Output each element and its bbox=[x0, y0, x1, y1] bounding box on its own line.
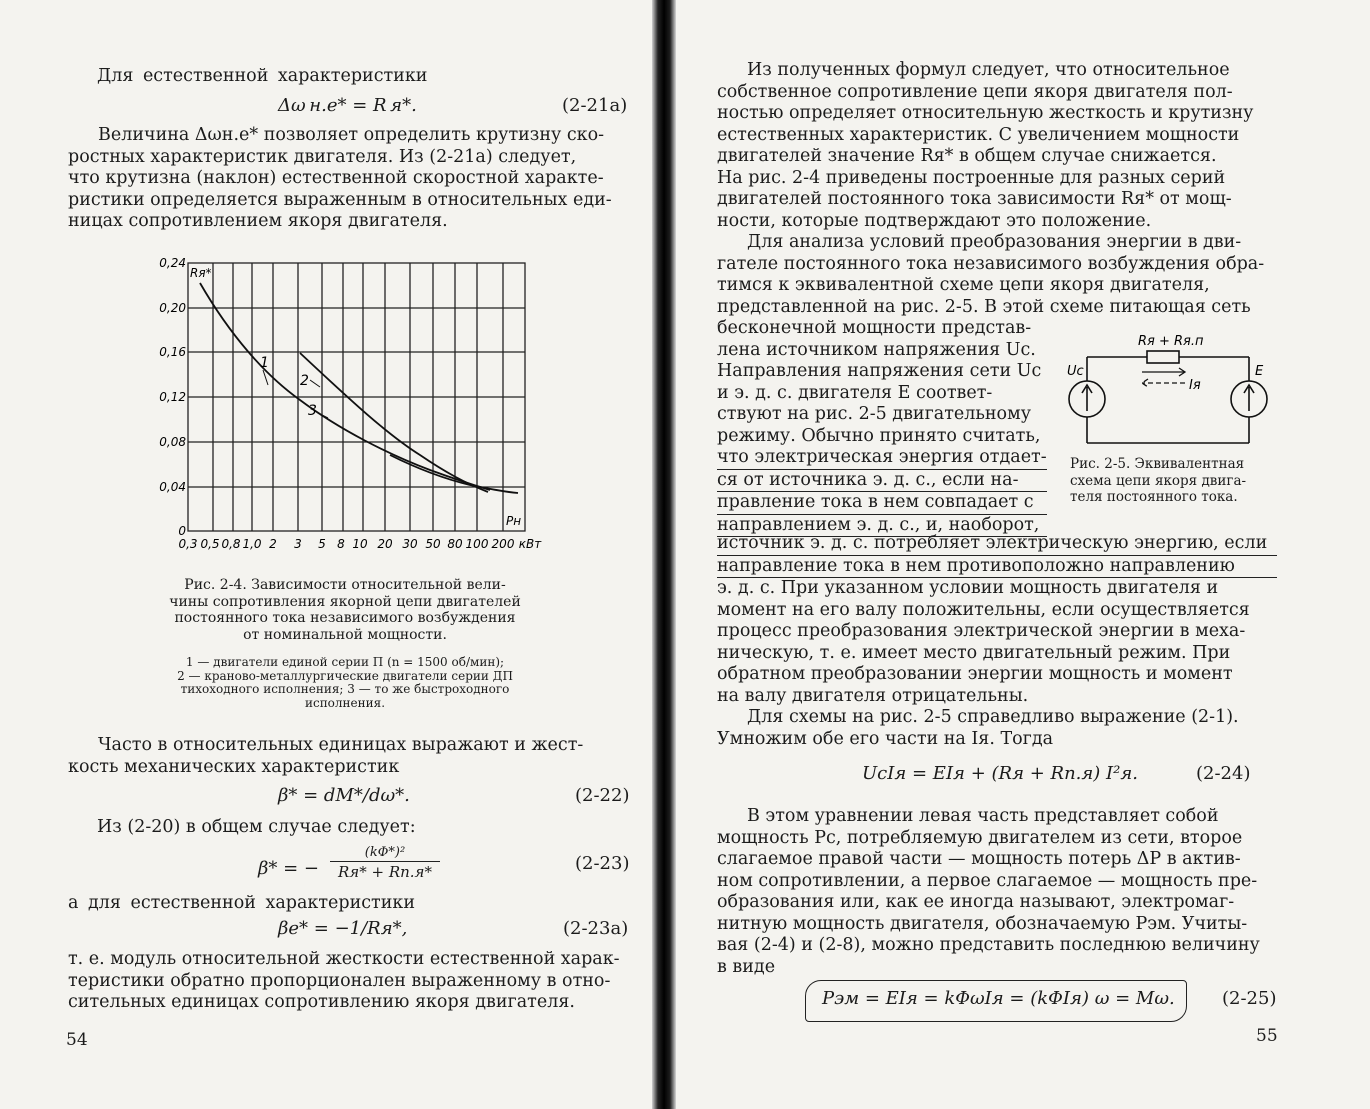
y-tick: 0,12 bbox=[159, 390, 186, 404]
x-tick: 5 bbox=[318, 537, 326, 551]
text-line: кость механических характеристик bbox=[68, 756, 400, 777]
y-tick: 0 bbox=[178, 524, 186, 538]
y-tick: 0,20 bbox=[159, 301, 186, 315]
legend-line: 2 — крановo-металлургические двигатели серии ДП bbox=[177, 668, 513, 683]
text-line: т. е. модуль относительной жесткости естественной харак- bbox=[68, 949, 620, 969]
curve-label-2: 2 bbox=[300, 373, 309, 389]
formula-2-24: UсIя = EIя + (Rя + Rп.я) I²я. bbox=[862, 763, 1139, 784]
text-line: Умножим обе его части на Iя. Тогда bbox=[717, 728, 1054, 749]
text-line: Для схемы на рис. 2-5 справедливо выражение (2-1). bbox=[747, 707, 1239, 727]
text-line: ном сопротивлении, а первое слагаемое — мощность пре- bbox=[717, 870, 1258, 891]
right-paragraph-3 bbox=[717, 707, 1277, 750]
x-tick: 3 bbox=[294, 537, 302, 551]
text-line: ности, которые подтверждают это положение. bbox=[717, 210, 1152, 231]
text-line: тимся к эквивалентной схеме цепи якоря двигателя, bbox=[717, 275, 1210, 295]
current-arrow-left-icon bbox=[1142, 379, 1185, 387]
formula-2-23-fraction bbox=[330, 845, 440, 881]
equation-number-2-23: (2-23) bbox=[575, 853, 630, 874]
underlined-text-line: ся от источника э. д. с., если на- bbox=[717, 470, 1047, 493]
figure-2-4-legend bbox=[150, 656, 540, 710]
x-tick: 50 bbox=[425, 537, 441, 551]
circuit-wires bbox=[1087, 357, 1249, 443]
text-line: э. д. с. При указанном условии мощность двигателя и bbox=[717, 578, 1219, 598]
current-label: Iя bbox=[1189, 378, 1201, 393]
text-line: ницах сопротивлением якоря двигателя. bbox=[68, 211, 448, 231]
paragraph-3 bbox=[68, 949, 626, 1014]
legend-line: тихоходного исполнения; 3 — то же быстроходного bbox=[180, 682, 510, 696]
paragraph-2 bbox=[68, 735, 626, 778]
underlined-text-line: направлением э. д. с., и, наоборот, bbox=[717, 515, 1047, 538]
formula-2-21a: Δω н.е* = R я*. bbox=[278, 95, 417, 116]
text-line: и э. д. с. двигателя E соответ- bbox=[717, 382, 993, 403]
x-tick: 100 bbox=[465, 537, 489, 551]
x-tick-labels bbox=[178, 537, 542, 551]
equation-number-2-22: (2-22) bbox=[575, 785, 630, 806]
text-line: обратном преобразовании энергии мощность и момент bbox=[717, 664, 1233, 684]
legend-line: исполнения. bbox=[304, 695, 386, 710]
left-page bbox=[0, 0, 655, 1109]
text-line: Величина Δωн.е* позволяет определить крутизну ско- bbox=[98, 125, 605, 145]
fraction-denominator: Rя* + Rп.я* bbox=[338, 863, 432, 881]
equation-number-2-25: (2-25) bbox=[1222, 988, 1277, 1009]
text-line: бесконечной мощности представ- bbox=[717, 318, 1032, 338]
text-line: сительных единицах сопротивлению якоря двигателя. bbox=[68, 992, 575, 1012]
intro-line: Для естественной характеристики bbox=[97, 66, 428, 86]
text-line: в виде bbox=[717, 956, 776, 977]
text-line: двигателей постоянного тока зависимости Rя* от мощ- bbox=[717, 189, 1232, 209]
source-label-e: E bbox=[1255, 364, 1264, 379]
fraction-numerator: (kΦ*)² bbox=[330, 845, 440, 862]
y-tick: 0,08 bbox=[159, 435, 186, 449]
caption-line: Рис. 2-5. Эквивалентная bbox=[1070, 456, 1245, 472]
legend-line: 1 — двигатели единой серии П (n = 1500 об/мин); bbox=[185, 655, 505, 669]
right-paragraph-4 bbox=[717, 806, 1277, 978]
text-line: представленной на рис. 2-5. В этой схеме питающая сеть bbox=[717, 296, 1251, 317]
paragraph-1 bbox=[68, 125, 626, 233]
text-line: ностью определяет относительную жесткость и крутизну bbox=[717, 103, 1254, 123]
text-line: естественных характеристик. С увеличением мощности bbox=[717, 124, 1240, 145]
right-paragraph-1 bbox=[717, 60, 1277, 232]
caption-line: Рис. 2-4. Зависимости относительной вели- bbox=[184, 577, 506, 593]
formula-2-25: Pэм = EIя = kΦωIя = (kΦIя) ω = Mω. bbox=[822, 988, 1175, 1009]
text-line: собственное сопротивление цепи якоря двигателя пол- bbox=[717, 81, 1233, 102]
label-leader-3 bbox=[318, 413, 328, 418]
y-tick: 0,16 bbox=[159, 345, 186, 359]
page-number-left: 54 bbox=[66, 1030, 88, 1050]
text-line: образования или, как ее иногда называют, электромаг- bbox=[717, 892, 1235, 912]
underlined-text-line: источник э. д. с. потребляет электрическую энергию, если bbox=[717, 533, 1277, 556]
x-tick: 8 bbox=[337, 537, 345, 551]
right-paragraph-2-tail bbox=[717, 533, 1277, 707]
equation-number-2-21a: (2-21a) bbox=[562, 95, 628, 116]
formula-2-22: β* = dM*/dω*. bbox=[278, 785, 410, 806]
text-line: На рис. 2-4 приведены построенные для разных серий bbox=[717, 167, 1226, 188]
caption-line: от номинальной мощности. bbox=[243, 626, 447, 643]
text-line: двигателей значение Rя* в общем случае снижается. bbox=[717, 146, 1217, 166]
curve-label-1: 1 bbox=[260, 355, 269, 371]
y-tick: 0,04 bbox=[159, 480, 186, 494]
source-arrow-up-icon bbox=[1244, 385, 1254, 411]
label-leader-2 bbox=[310, 380, 320, 387]
text-line: ростных характеристик двигателя. Из (2-21а) следует, bbox=[68, 146, 577, 167]
text-line: ническую, т. е. имеет место двигательный режим. При bbox=[717, 642, 1231, 663]
curve-1 bbox=[200, 283, 490, 490]
x-tick: 20 bbox=[377, 537, 393, 551]
text-line: ристики определяется выраженным в относительных еди- bbox=[68, 189, 612, 210]
x-tick: 2 bbox=[269, 537, 277, 551]
right-paragraph-2-narrow bbox=[717, 318, 1047, 537]
text-line: Для анализа условий преобразования энергии в дви- bbox=[747, 232, 1242, 252]
text-line: лена источником напряжения Uс. bbox=[717, 339, 1036, 360]
curve-2 bbox=[300, 353, 488, 492]
text-line: момент на его валу положительны, если осуществляется bbox=[717, 599, 1250, 620]
figure-2-5-caption bbox=[1070, 456, 1280, 506]
equation-number-2-23a: (2-23а) bbox=[563, 918, 629, 939]
x-axis-label: Pн bbox=[506, 514, 522, 528]
x-tick-unit: кВт bbox=[518, 537, 542, 551]
text-line: мощность Pс, потребляемую двигателем из сети, второе bbox=[717, 827, 1243, 848]
text-line: Часто в относительных единицах выражают и жест- bbox=[98, 735, 584, 755]
figure-2-4-caption bbox=[150, 577, 540, 643]
caption-line: чины сопротивления якорной цепи двигателей bbox=[169, 593, 521, 610]
graph-grid bbox=[188, 263, 525, 531]
text-line: нитную мощность двигателя, обозначаемую Pэм. Учиты- bbox=[717, 913, 1248, 934]
underlined-text-line: направление тока в нем противоположно направлению bbox=[717, 556, 1277, 579]
source-label-uc: Uc bbox=[1067, 364, 1084, 379]
text-line: слагаемое правой части — мощность потерь ΔP в актив- bbox=[717, 849, 1241, 869]
line-natural-characteristic: а для естественной характеристики bbox=[68, 893, 415, 913]
figure-2-4-graph bbox=[159, 255, 545, 555]
curve-label-3: 3 bbox=[308, 403, 317, 419]
text-line: Направления напряжения сети Uс bbox=[717, 361, 1042, 381]
y-axis-label: Rя* bbox=[190, 266, 212, 280]
x-tick: 1,0 bbox=[242, 537, 262, 551]
right-paragraph-2-full bbox=[717, 232, 1277, 318]
line-from-2-20: Из (2-20) в общем случае следует: bbox=[97, 817, 416, 837]
x-tick: 10 bbox=[352, 537, 368, 551]
text-line: режиму. Обычно принято считать, bbox=[717, 425, 1041, 446]
text-line: теристики обратно пропорционален выраженному в отно- bbox=[68, 970, 611, 991]
formula-2-23a: βе* = −1/Rя*, bbox=[278, 918, 408, 939]
caption-line: схема цепи якоря двига- bbox=[1070, 472, 1247, 489]
x-tick: 0,5 bbox=[200, 537, 220, 551]
text-line: процесс преобразования электрической энергии в меха- bbox=[717, 621, 1246, 641]
text-line: что крутизна (наклон) естественной скоростной характе- bbox=[68, 168, 604, 188]
figure-2-5-circuit bbox=[1067, 325, 1282, 455]
x-tick: 0,8 bbox=[221, 537, 241, 551]
y-tick-labels bbox=[159, 256, 186, 538]
y-tick: 0,24 bbox=[159, 256, 186, 270]
equation-number-2-24: (2-24) bbox=[1196, 763, 1251, 784]
underlined-text-line: что электрическая энергия отдает- bbox=[717, 447, 1047, 470]
x-tick: 200 bbox=[491, 537, 515, 551]
source-arrow-up-icon bbox=[1082, 385, 1092, 411]
x-tick: 0,3 bbox=[178, 537, 198, 551]
x-tick: 80 bbox=[447, 537, 463, 551]
underlined-text-line: правление тока в нем совпадает с bbox=[717, 492, 1047, 515]
voltage-arrow-right-icon bbox=[1142, 368, 1185, 376]
formula-2-23-lhs: β* = − bbox=[258, 858, 320, 879]
caption-line: теля постоянного тока. bbox=[1070, 489, 1238, 505]
page-number-right: 55 bbox=[1256, 1026, 1278, 1046]
text-line: ствуют на рис. 2-5 двигательному bbox=[717, 404, 1031, 424]
text-line: на валу двигателя отрицательны. bbox=[717, 685, 1029, 706]
text-line: гателе постоянного тока независимого возбуждения обра- bbox=[717, 253, 1265, 274]
x-tick: 30 bbox=[402, 537, 418, 551]
right-page bbox=[672, 0, 1370, 1109]
text-line: вая (2-4) и (2-8), можно представить последнюю величину bbox=[717, 935, 1260, 955]
resistor-label: Rя + Rя.п bbox=[1138, 334, 1204, 349]
text-line: Из полученных формул следует, что относительное bbox=[747, 60, 1230, 80]
resistor-symbol bbox=[1147, 351, 1179, 363]
text-line: В этом уравнении левая часть представляет собой bbox=[747, 806, 1219, 826]
caption-line: постоянного тока независимого возбуждения bbox=[174, 610, 516, 626]
